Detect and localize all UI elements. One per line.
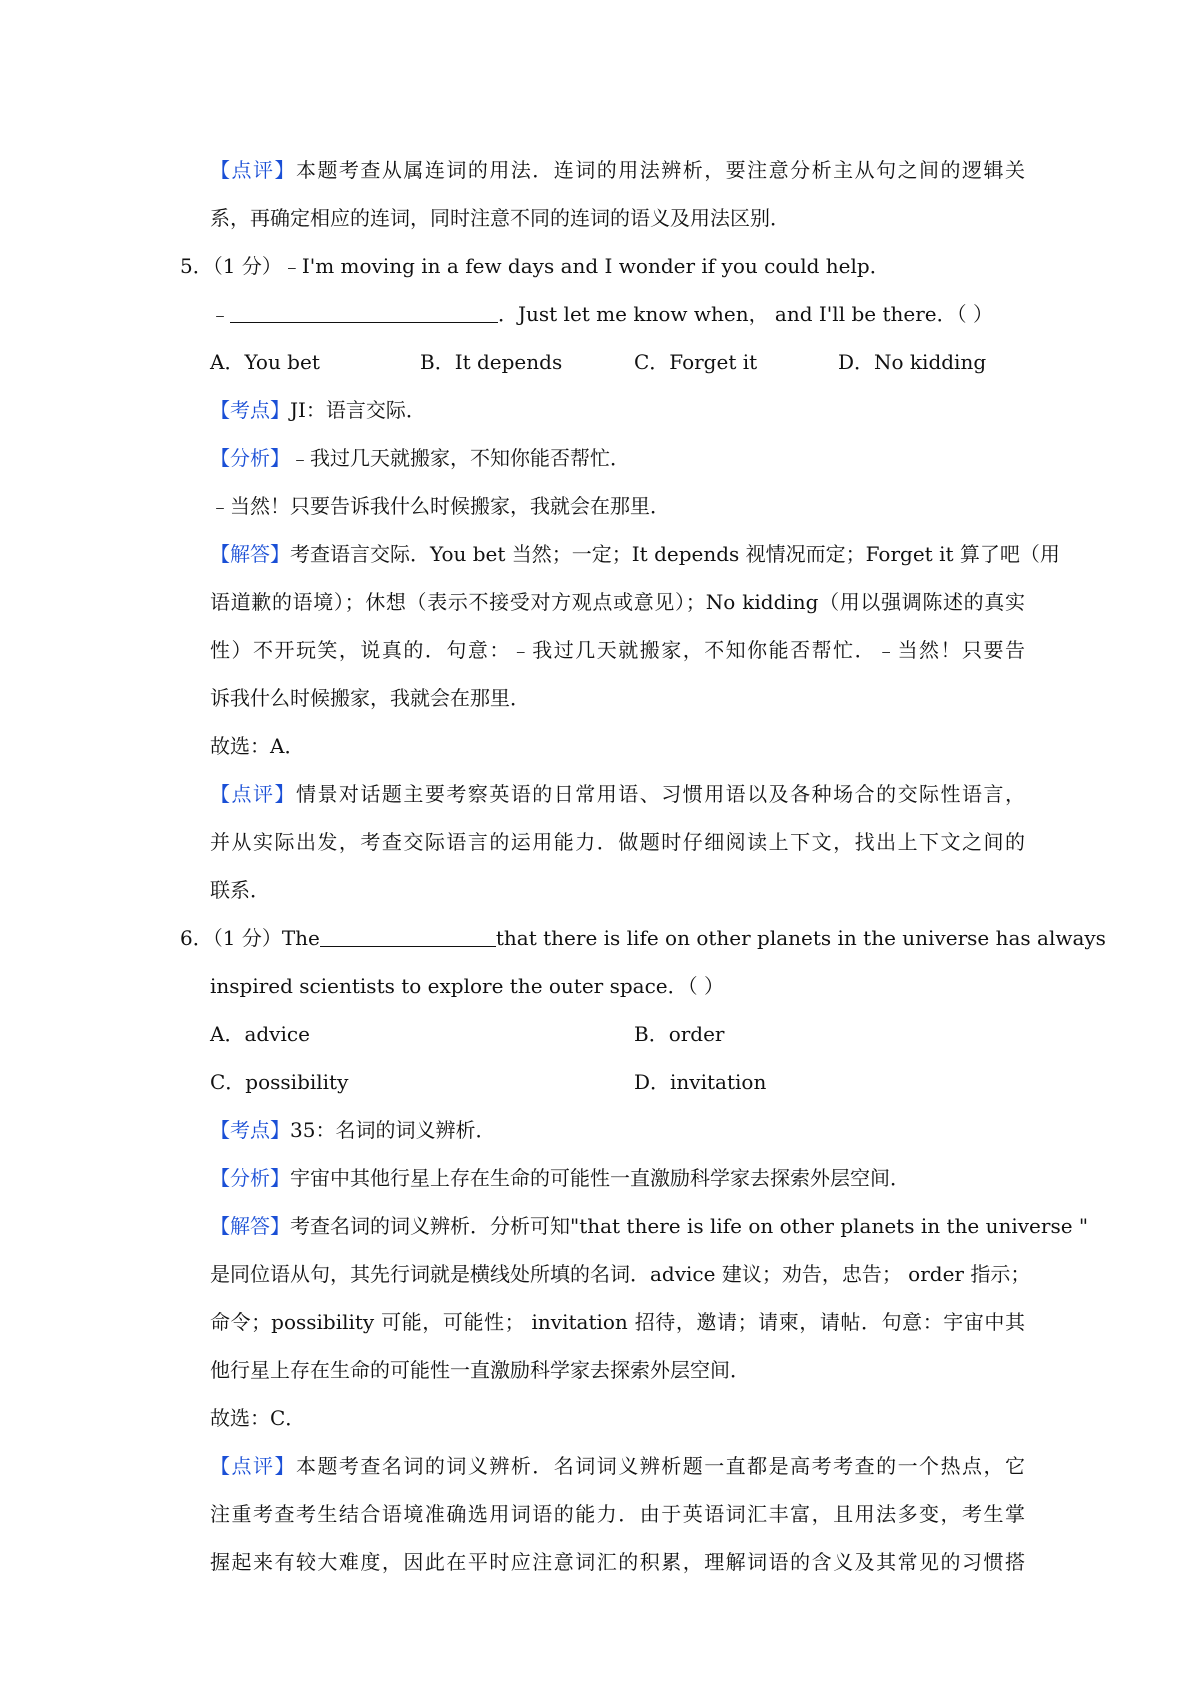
option-c: C．Forget it xyxy=(634,350,758,374)
q6-analysis: 【分析】宇宙中其他行星上存在生命的可能性一直激励科学家去探索外层空间． xyxy=(210,1166,910,1190)
q6-review-line-2: 注重考查考生结合语境准确选用词语的能力．由于英语词汇丰富，且用法多变，考生掌 xyxy=(210,1502,1025,1526)
q6-choice: 故选：C． xyxy=(210,1406,306,1430)
q6-review-line-1: 【点评】本题考查名词的词义辨析．名词词义辨析题一直都是高考考查的一个热点，它 xyxy=(210,1454,1026,1478)
review-tag: 【点评】 xyxy=(210,1454,296,1478)
option-b: B．It depends xyxy=(420,350,563,374)
question-score: （1 分） xyxy=(212,254,282,278)
option-a: A．advice xyxy=(210,1022,310,1046)
q6-answer-line-3: 命令；possibility 可能，可能性； invitation 招待，邀请；请柬，请帖．句意：宇宙中其 xyxy=(210,1310,1025,1334)
q6-answer-line-2: 是同位语从句，其先行词就是横线处所填的名词．advice 建议；劝告，忠告； order 指示； xyxy=(210,1262,1031,1286)
review-tag: 【点评】 xyxy=(210,158,296,182)
point-tag: 【考点】 xyxy=(210,398,290,422)
q5-review-line-1: 【点评】情景对话题主要考察英语的日常用语、习惯用语以及各种场合的交际性语言， xyxy=(210,782,1026,806)
q6-point: 【考点】35：名词的词义辨析． xyxy=(210,1118,496,1142)
q6-answer-line-1: 【解答】考查名词的词义辨析．分析可知"that there is life on other planets in the universe " xyxy=(210,1214,1089,1238)
q6-review-line-3: 握起来有较大难度，因此在平时应注意词汇的积累，理解词语的含义及其常见的习惯搭 xyxy=(210,1550,1025,1574)
option-a: A．You bet xyxy=(210,350,320,374)
q5-analysis-line-1: 【分析】﹣我过几天就搬家，不知你能否帮忙． xyxy=(210,446,630,470)
review-tag: 【点评】 xyxy=(210,782,296,806)
q5-review-line-3: 联系． xyxy=(210,878,270,902)
q5-stem-line-1: 5．（1 分）﹣I'm moving in a few days and I wonder if you could help． xyxy=(180,254,890,278)
answer-tag: 【解答】 xyxy=(210,1214,290,1238)
question-score: （1 分） xyxy=(212,926,282,950)
q5-answer-line-2: 语道歉的语境）；休想（表示不接受对方观点或意见）；No kidding（用以强调陈述的真实 xyxy=(210,590,1025,614)
q5-answer-line-3: 性）不开玩笑，说真的．句意：﹣我过几天就搬家，不知你能否帮忙．﹣当然！只要告 xyxy=(210,638,1025,662)
answer-blank xyxy=(320,920,496,947)
q5-review-line-2: 并从实际出发，考查交际语言的运用能力．做题时仔细阅读上下文，找出上下文之间的 xyxy=(210,830,1025,854)
q5-analysis-line-2: ﹣当然！只要告诉我什么时候搬家，我就会在那里． xyxy=(210,494,670,518)
q5-answer-line-4: 诉我什么时候搬家，我就会在那里． xyxy=(210,686,530,710)
q5-choice: 故选：A． xyxy=(210,734,305,758)
q6-stem-line-1: 6．（1 分）The that there is life on other planets in the universe has always xyxy=(180,920,1025,956)
option-c: C．possibility xyxy=(210,1070,349,1094)
q5-options xyxy=(210,344,1025,380)
q5-point: 【考点】JI：语言交际． xyxy=(210,398,426,422)
q6-options-row-1 xyxy=(210,1016,1025,1052)
question-number: 6． xyxy=(180,926,213,950)
q6-options-row-2 xyxy=(210,1064,1025,1100)
analysis-tag: 【分析】 xyxy=(210,446,290,470)
option-d: D．No kidding xyxy=(838,350,987,374)
answer-tag: 【解答】 xyxy=(210,542,290,566)
q6-answer-line-4: 他行星上存在生命的可能性一直激励科学家去探索外层空间． xyxy=(210,1358,750,1382)
analysis-tag: 【分析】 xyxy=(210,1166,290,1190)
q6-stem-line-2: inspired scientists to explore the outer space．（ ） xyxy=(210,974,724,998)
option-b: B．order xyxy=(634,1022,725,1046)
point-tag: 【考点】 xyxy=(210,1118,290,1142)
prev-review-line-1: 【点评】本题考查从属连词的用法．连词的用法辨析，要注意分析主从句之间的逻辑关 xyxy=(210,158,1026,182)
answer-blank xyxy=(230,296,498,323)
question-number: 5． xyxy=(180,254,213,278)
option-d: D．invitation xyxy=(634,1070,767,1094)
prev-review-line-2: 系，再确定相应的连词，同时注意不同的连词的语义及用法区别． xyxy=(210,206,790,230)
q5-answer-line-1: 【解答】考查语言交际．You bet 当然；一定；It depends 视情况而定；Forget it 算了吧（用 xyxy=(210,542,1060,566)
q5-stem-line-2: ﹣ ．Just let me know when， and I'll be there．（ ） xyxy=(210,296,1025,332)
